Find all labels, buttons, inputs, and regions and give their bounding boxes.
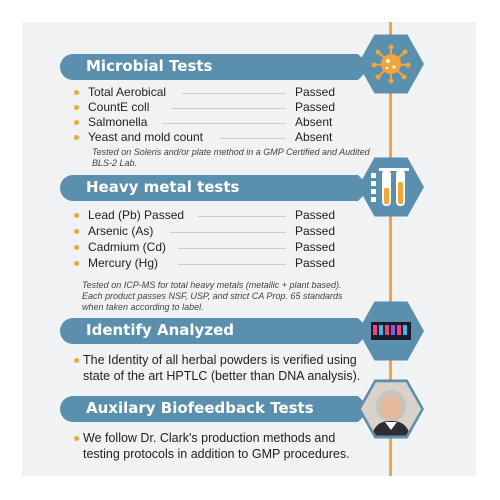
biofeedback-text: We follow Dr. Clark's production methods and testing protocols in addition to GMP procedures. [83, 430, 373, 462]
biofeedback-banner [60, 396, 358, 422]
microbial-banner [60, 54, 358, 80]
item-label: Lead (Pb) Passed [88, 208, 185, 222]
item-value: Passed [295, 240, 336, 254]
heavy-metal-hex [358, 155, 424, 219]
bullet [74, 229, 79, 234]
list-item [74, 240, 336, 256]
microbial-note: Tested on Soleris and/or plate method in a GMP Certified and Audited BLS-2 Lab. [92, 147, 370, 168]
heavy-metal-banner [60, 175, 358, 201]
biofeedback-title: Auxilary Biofeedback Tests [86, 399, 314, 417]
item-label: Mercury (Hg) [88, 256, 159, 270]
bullet [74, 436, 79, 441]
item-label: Total Aerobical [88, 85, 167, 99]
item-label: Yeast and mold count [88, 130, 203, 144]
item-label: Salmonella [88, 115, 148, 129]
microbial-title: Microbial Tests [86, 57, 213, 75]
bullet [74, 105, 79, 110]
item-value: Passed [295, 224, 336, 238]
item-value: Passed [295, 208, 336, 222]
item-label: Cadmium (Cd) [88, 240, 167, 254]
bullet [74, 120, 79, 125]
identify-text: The Identity of all herbal powders is verified using state of the art HPTLC (better than DNA analysis). [83, 352, 373, 384]
heavy-metal-title: Heavy metal tests [86, 178, 240, 196]
bullet [74, 213, 79, 218]
item-value: Passed [295, 100, 336, 114]
item-value: Passed [295, 85, 336, 99]
list-item [74, 115, 336, 131]
item-label: CountE coll [88, 100, 150, 114]
infographic-card [22, 22, 476, 476]
list-item [74, 208, 336, 224]
item-value: Passed [295, 256, 336, 270]
list-item [74, 130, 336, 146]
bullet [74, 245, 79, 250]
list-item [74, 85, 336, 101]
list-item [74, 100, 336, 116]
item-label: Arsenic (As) [88, 224, 154, 238]
item-value: Absent [295, 115, 333, 129]
bullet [74, 135, 79, 140]
identify-banner [60, 318, 358, 344]
bullet [74, 358, 79, 363]
identify-title: Identify Analyzed [86, 321, 234, 339]
list-item [74, 224, 336, 240]
bullet [74, 90, 79, 95]
bullet [74, 261, 79, 266]
item-value: Absent [295, 130, 333, 144]
list-item [74, 256, 336, 272]
microbial-hex [358, 32, 424, 96]
heavy-metal-note: Tested on ICP-MS for total heavy metals (metallic + plant based). Each product passes NSF, USP, and strict CA Prop. 65 standards when taken according to label. [82, 280, 343, 312]
